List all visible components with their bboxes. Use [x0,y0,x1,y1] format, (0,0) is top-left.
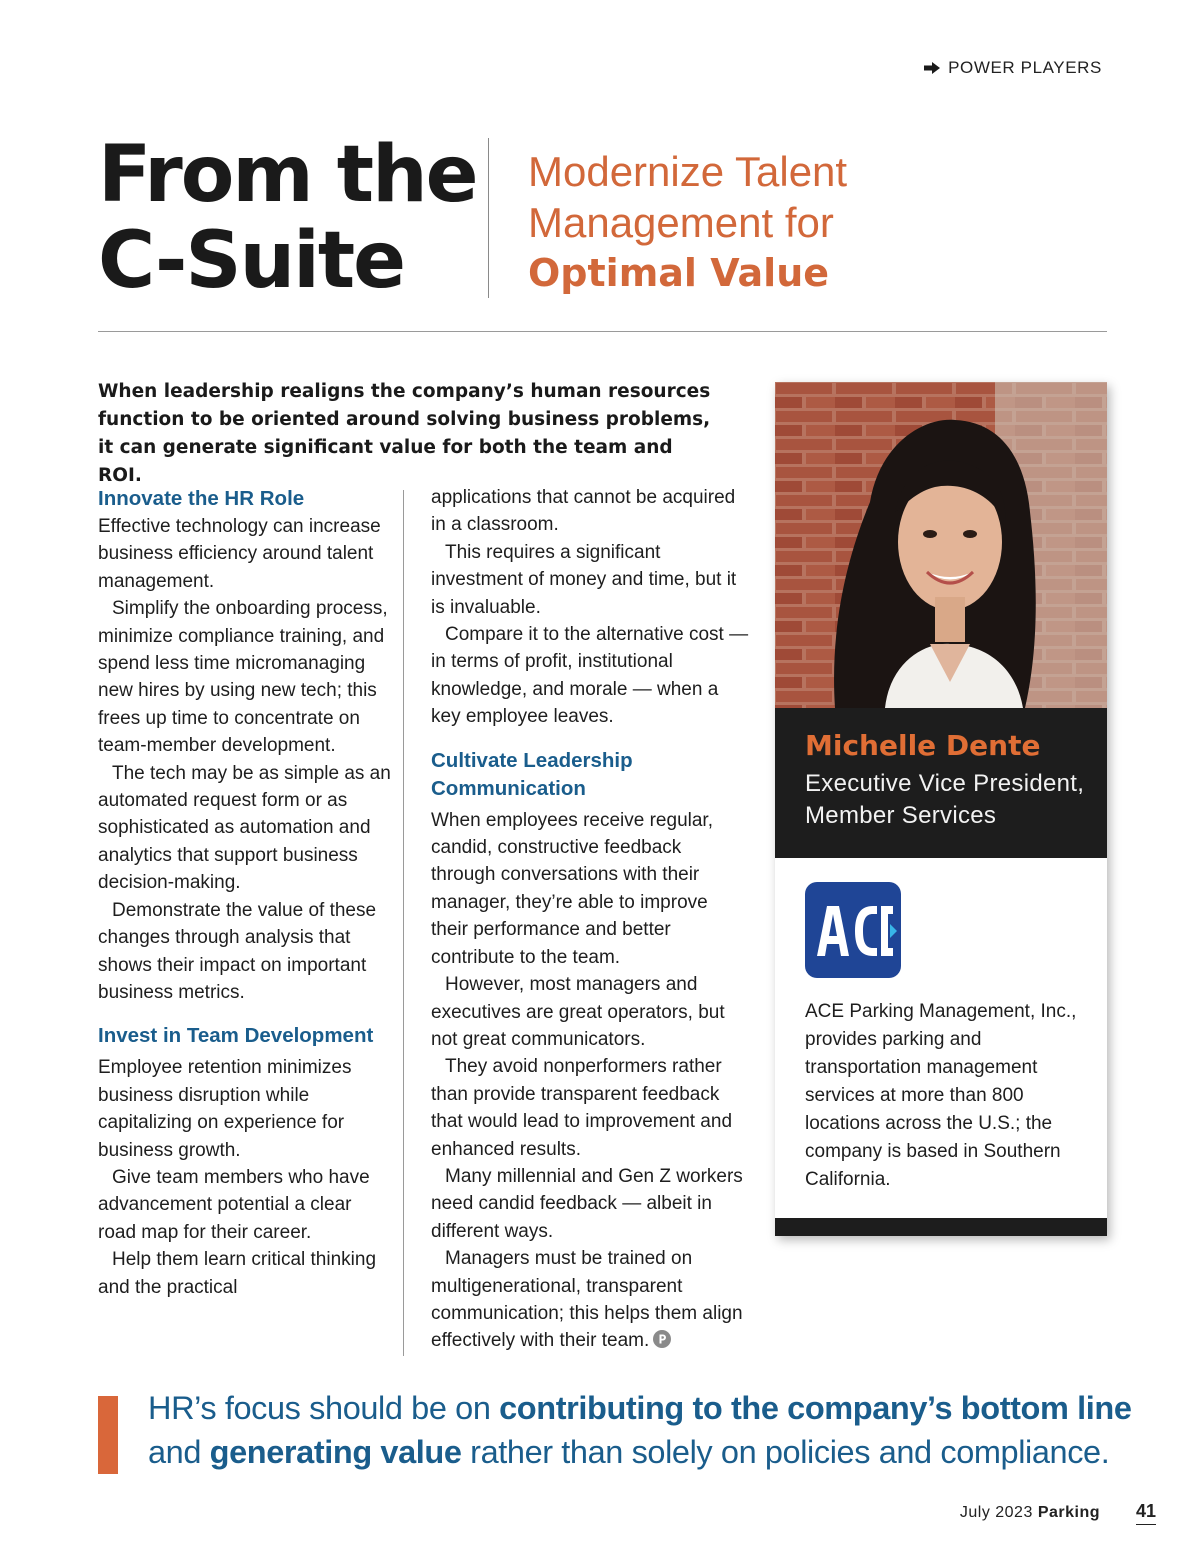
pull-quote [148,1386,1148,1474]
pull-quote-text: and [148,1434,210,1470]
paragraph-text: Managers must be trained on multigenerational, transparent communication; this helps them align effectively with their team. [431,1248,743,1352]
paragraph: However, most managers and executives are great operators, but not great communicators. [431,974,725,1050]
portrait-illustration [775,382,1107,708]
paragraph: applications that cannot be acquired in a classroom. [431,487,736,536]
deck-line-2: Management for [528,199,834,246]
page-number: 41 [1136,1501,1156,1525]
person-title-line-1: Executive Vice President, [805,770,1085,797]
headline-divider [488,138,489,298]
deck [528,146,847,299]
pull-quote-emphasis: generating value [209,1434,462,1470]
paragraph: Demonstrate the value of these changes through analysis that shows their impact on important business metrics. [98,899,377,1003]
profile-name-box [775,708,1107,858]
pull-quote-text: rather than solely on policies and compliance. [461,1434,1110,1470]
paragraph: Give team members who have advancement potential a clear road map for their career. [98,1166,370,1243]
company-description: ACE Parking Management, Inc., provides parking and transportation management services at more than 800 locations across the U.S.; the company is based in Southern California. [805,1001,1077,1190]
article-column-1 [98,485,393,1301]
subhead-innovate-hr-role: Innovate the HR Role [98,487,305,510]
sidebar-footer-bar [775,1218,1107,1236]
subhead-invest-team-development: Invest in Team Development [98,1024,374,1048]
section-tag [924,58,1102,78]
pull-quote-emphasis: contributing to the company’s bottom line [499,1390,1132,1426]
deck-line-3: Optimal Value [528,251,830,295]
pull-quote-text: HR’s focus should be on [148,1390,500,1426]
column-divider [403,490,404,1356]
page-footer [960,1504,1100,1522]
section-tag-label: POWER PLAYERS [948,58,1102,77]
person-name: Michelle Dente [805,729,1041,762]
paragraph: They avoid nonperformers rather than provide transparent feedback that would lead to improvement and enhanced results. [431,1056,733,1160]
paragraph: Simplify the onboarding process, minimize compliance training, and spend less time micromanaging new hires by using new tech; this frees up time to concentrate on team-member development. [98,598,388,757]
paragraph: Help them learn critical thinking and the practical [98,1249,377,1298]
end-mark-icon [653,1330,671,1348]
pull-quote-bar [98,1396,118,1474]
paragraph: Employee retention minimizes business disruption while capitalizing on experience for business growth. [98,1057,352,1161]
paragraph: Effective technology can increase business efficiency around talent management. [98,516,381,592]
paragraph: Compare it to the alternative cost — in terms of profit, institutional knowledge, and morale — when a key employee leaves. [431,624,749,728]
paragraph: The tech may be as simple as an automated request form or as sophisticated as automation and analytics that support business decision-making. [98,762,391,894]
paragraph: Many millennial and Gen Z workers need candid feedback — albeit in different ways. [431,1165,743,1242]
headline-line-1: From the [98,130,477,220]
paragraph: When employees receive regular, candid, constructive feedback through conversations with their manager, they’re able to improve their performance and better contribute to the team. [431,809,713,968]
paragraph: This requires a significant investment of money and time, but it is invaluable. [431,541,737,618]
profile-sidebar [775,382,1107,1236]
magazine-name: Parking [1037,1504,1100,1521]
person-title [805,768,1107,832]
deck-line-1: Modernize Talent [528,148,848,195]
person-title-line-2: Member Services [805,802,997,829]
article-column-2 [431,484,749,1355]
right-arrow-icon [924,62,940,74]
portrait-photo [775,382,1107,708]
ace-logo [805,882,901,978]
issue-date: July 2023 [959,1504,1033,1521]
top-rule [98,331,1107,332]
subhead-cultivate-leadership-communication: Cultivate Leadership Communication [431,748,633,800]
paragraph-final [431,1245,749,1355]
lede: When leadership realigns the company’s human resources function to be oriented around solving business problems, it can generate significant value for both the team and ROI. [98,381,711,486]
headline-line-2: C-Suite [98,216,405,306]
headline [98,132,477,304]
